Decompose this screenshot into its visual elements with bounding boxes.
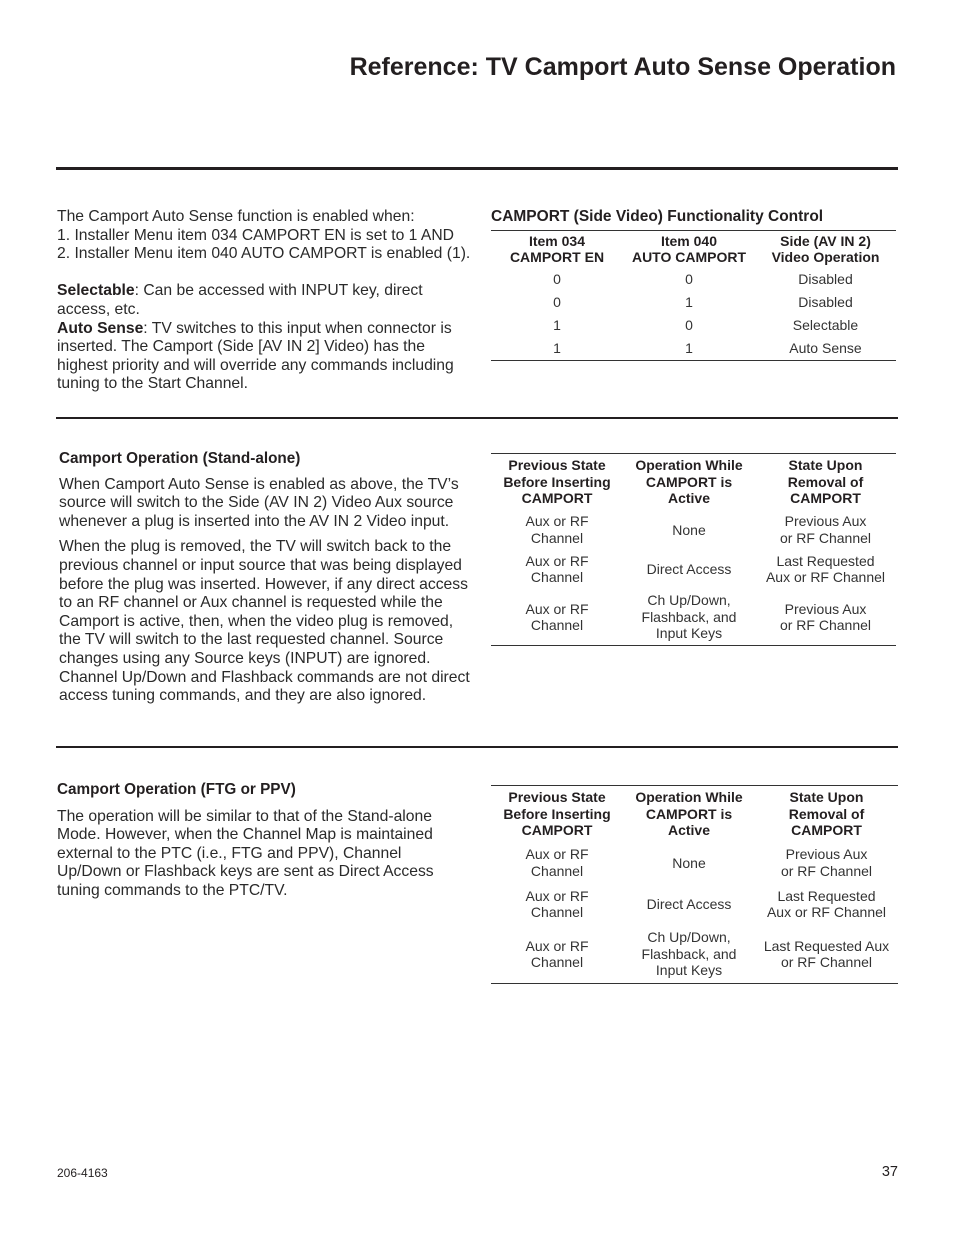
paragraph: When Camport Auto Sense is enabled as above, the TV’s source will switch to the Side (AV IN 2) Video Aux source whenever a plug is inserted into the AV IN 2 Video input. — [59, 475, 459, 530]
intro-section — [57, 208, 471, 394]
page-number: 37 — [881, 1164, 898, 1180]
standalone-table — [491, 453, 896, 647]
cell-text: Last Requested Aux — [763, 937, 890, 954]
table-row — [491, 842, 898, 884]
page-title: Reference: TV Camport Auto Sense Operation — [349, 53, 896, 81]
table-cell — [623, 268, 755, 291]
table-body — [491, 510, 896, 646]
header-text: CAMPORT — [521, 822, 593, 838]
section-divider — [56, 746, 898, 748]
table-row — [491, 925, 898, 984]
definition-selectable — [57, 282, 471, 319]
functionality-table-title: CAMPORT (Side Video) Functionality Control — [491, 208, 824, 225]
table-cell — [755, 510, 896, 550]
table-cell — [623, 884, 755, 926]
table-cell — [623, 842, 755, 884]
table-cell — [755, 314, 896, 337]
ftg-ppv-section — [57, 781, 463, 901]
header-text: State Upon — [789, 789, 864, 805]
cell-text: Ch Up/Down, — [647, 929, 731, 946]
table-cell — [623, 337, 755, 361]
definition-text: : Can be accessed with INPUT key, direct access, etc. — [57, 282, 423, 318]
header-text: CAMPORT EN — [509, 249, 605, 265]
table-header-cell — [491, 785, 623, 842]
cell-text: or RF Channel — [779, 617, 872, 633]
cell-text: Aux or RF — [525, 513, 589, 530]
cell-text: or RF Channel — [779, 529, 872, 546]
header-text: Operation While — [635, 789, 743, 805]
table-header-cell — [623, 453, 755, 510]
table-cell — [755, 550, 896, 590]
cell-text: or RF Channel — [780, 954, 873, 970]
table-header-cell — [623, 785, 755, 842]
header-text: CAMPORT — [521, 490, 593, 506]
condition-item: 2. Installer Menu item 040 AUTO CAMPORT is enabled (1). — [57, 245, 471, 263]
cell-text: Aux or RF — [525, 937, 589, 954]
table-header-cell — [623, 230, 755, 268]
table-cell — [491, 842, 623, 884]
table-head — [491, 230, 896, 268]
table-header-cell — [755, 230, 896, 268]
header-text: CAMPORT — [791, 822, 862, 838]
cell-text: Aux or RF — [525, 887, 589, 904]
cell-text: Aux or RF Channel — [765, 569, 886, 586]
cell-text: Last Requested — [777, 887, 876, 904]
cell-text: Flashback, and — [641, 608, 737, 625]
header-text: Item 034 — [528, 232, 586, 249]
cell-text: Previous Aux — [785, 846, 868, 863]
header-text: Video Operation — [771, 249, 880, 265]
table-cell — [491, 884, 623, 926]
table-cell — [623, 550, 755, 590]
cell-text: 0 — [553, 270, 561, 287]
header-text: CAMPORT is — [645, 805, 733, 822]
cell-text: 0 — [553, 293, 561, 310]
table-cell — [623, 291, 755, 314]
cell-text: 1 — [685, 293, 693, 310]
definitions — [57, 282, 471, 394]
cell-text: Disabled — [798, 270, 853, 287]
table-header-cell — [491, 230, 623, 268]
cell-text: None — [672, 854, 706, 871]
cell-text: Aux or RF — [525, 552, 589, 569]
table-body — [491, 842, 898, 984]
cell-text: Previous Aux — [784, 513, 867, 530]
table-header-cell — [491, 453, 623, 510]
header-text: AUTO CAMPORT — [631, 249, 747, 265]
cell-text: Aux or RF Channel — [766, 904, 887, 921]
cell-text: 0 — [685, 270, 693, 287]
table-cell — [623, 314, 755, 337]
cell-text: Input Keys — [655, 962, 723, 979]
header-text: Before Inserting — [503, 805, 611, 822]
cell-text: Aux or RF — [525, 846, 589, 863]
table-cell — [491, 268, 623, 291]
condition-item: 1. Installer Menu item 034 CAMPORT EN is set to 1 AND — [57, 226, 454, 244]
table-header-cell — [755, 785, 898, 842]
cell-text: Previous Aux — [784, 600, 867, 617]
cell-text: Ch Up/Down, — [647, 592, 731, 609]
table-cell — [491, 337, 623, 361]
cell-text: Direct Access — [646, 561, 732, 577]
functionality-table — [491, 230, 896, 361]
section-divider — [56, 417, 898, 419]
table-cell — [755, 925, 898, 984]
table-row — [491, 337, 896, 361]
cell-text: 1 — [553, 339, 561, 356]
ftg-ppv-table — [491, 785, 898, 985]
table-header-row — [491, 785, 898, 842]
cell-text: Disabled — [798, 293, 853, 310]
cell-text: 1 — [553, 316, 561, 333]
paragraph: The operation will be similar to that of the Stand-alone Mode. However, when the Channel Map is maintained external to the PTC (i.e., FTG and PPV), Channel Up/Down or Flashback keys are sent as Direct Access tuning commands to the PTC/TV. — [57, 807, 434, 899]
table-cell — [755, 589, 896, 646]
table-cell — [491, 291, 623, 314]
table-cell — [755, 842, 898, 884]
definition-term: Selectable — [57, 282, 135, 300]
cell-text: Channel — [530, 954, 584, 970]
cell-text: or RF Channel — [780, 862, 873, 879]
header-text: CAMPORT is — [645, 473, 733, 490]
table-cell — [623, 510, 755, 550]
table-head — [491, 785, 898, 842]
table-header-cell — [755, 453, 896, 510]
section-heading: Camport Operation (FTG or PPV) — [57, 781, 296, 798]
cell-text: Flashback, and — [641, 945, 737, 962]
table-row — [491, 291, 896, 314]
header-text: Active — [667, 822, 711, 838]
definition-auto-sense — [57, 320, 471, 394]
table-body — [491, 268, 896, 361]
table-header-row — [491, 453, 896, 510]
table-cell — [491, 925, 623, 984]
cell-text: Auto Sense — [789, 339, 862, 356]
table-head — [491, 453, 896, 510]
definition-text: : TV switches to this input when connector is inserted. The Camport (Side [AV IN 2] Video) has the highest priority and will override any commands including tuning to the Start Channel. — [57, 319, 454, 393]
cell-text: 0 — [685, 316, 693, 333]
table-cell — [623, 589, 755, 646]
document-number: 206-4163 — [57, 1166, 108, 1180]
cell-text: Direct Access — [646, 896, 732, 912]
table-header-row — [491, 230, 896, 268]
header-text: Previous State — [508, 789, 606, 805]
header-text: Removal of — [787, 473, 864, 490]
cell-text: Channel — [530, 904, 584, 921]
table-cell — [623, 925, 755, 984]
table-cell — [755, 884, 898, 926]
header-text: Operation While — [635, 457, 743, 473]
table-cell — [755, 268, 896, 291]
header-text: Removal of — [788, 805, 865, 822]
cell-text: Channel — [530, 617, 584, 633]
cell-text: Channel — [530, 569, 584, 586]
definition-term: Auto Sense — [57, 319, 144, 337]
header-text: Active — [667, 490, 711, 506]
table-cell — [755, 291, 896, 314]
table-row — [491, 314, 896, 337]
cell-text: Channel — [530, 529, 584, 546]
cell-text: Aux or RF — [525, 600, 589, 617]
cell-text: Input Keys — [655, 625, 723, 642]
cell-text: Channel — [530, 862, 584, 879]
table-cell — [491, 550, 623, 590]
paragraph: When the plug is removed, the TV will switch back to the previous channel or input source that was being displayed before the plug was inserted. However, if any direct access to an RF channel or Aux channel is requested while the Camport is active, then, when the video plug is removed, the TV will switch to the last requested channel. Source changes using any Source keys (INPUT) are ignored. Channel Up/Down and Flashback commands are not direct access tuning commands, and they are also ignored. — [59, 538, 470, 705]
table-row — [491, 268, 896, 291]
header-text: Side (AV IN 2) — [780, 232, 871, 249]
cell-text: None — [672, 521, 706, 538]
standalone-section — [59, 450, 473, 706]
table-row — [491, 884, 898, 926]
table-row — [491, 589, 896, 646]
section-divider — [56, 167, 898, 170]
header-text: Previous State — [508, 457, 606, 473]
header-text: State Upon — [788, 457, 863, 473]
table-cell — [755, 337, 896, 361]
cell-text: Selectable — [792, 316, 859, 333]
intro-lead: The Camport Auto Sense function is enabled when: — [57, 208, 415, 225]
table-cell — [491, 589, 623, 646]
table-cell — [491, 314, 623, 337]
table-cell — [491, 510, 623, 550]
table-row — [491, 510, 896, 550]
header-text: Before Inserting — [503, 473, 611, 490]
cell-text: 1 — [685, 339, 693, 356]
table-row — [491, 550, 896, 590]
cell-text: Last Requested — [776, 552, 875, 569]
header-text: CAMPORT — [790, 490, 861, 506]
section-heading: Camport Operation (Stand-alone) — [59, 450, 301, 467]
header-text: Item 040 — [660, 232, 718, 249]
